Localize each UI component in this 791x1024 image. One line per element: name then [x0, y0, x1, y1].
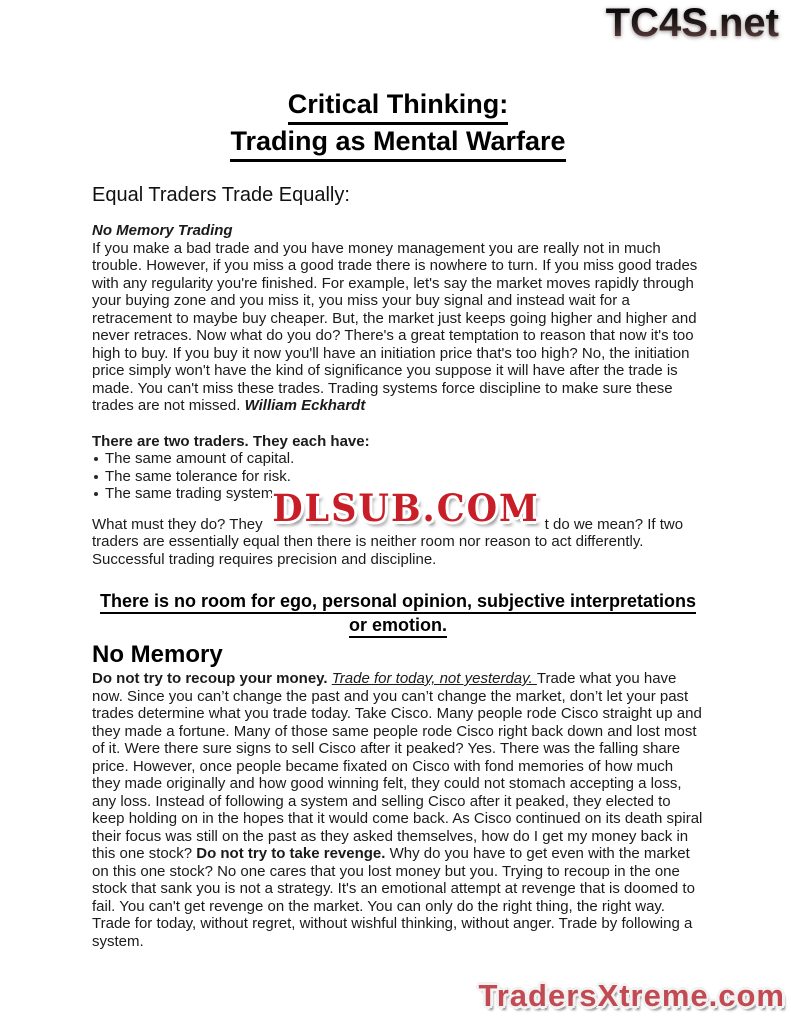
page-title-line1: Critical Thinking: [288, 88, 509, 125]
phrase-trade-for-today: Trade for today, not yesterday. [331, 670, 537, 687]
attribution-william-eckhardt: William Eckhardt [244, 397, 366, 414]
what-must-after-watermark: t do we mean? If two traders are essentially equal then there is neither room nor reason to act differently. Successful trading requires precision and discipline. [92, 515, 684, 568]
statement-line1: There is no room for ego, personal opinion, subjective interpretations [100, 590, 696, 614]
lead-in-revenge: Do not try to take revenge. [196, 845, 390, 862]
section-heading-equal-traders: Equal Traders Trade Equally: [92, 184, 350, 206]
tc4s-logo: TC4S.net [605, 1, 779, 45]
list-item: The same amount of capital. [92, 450, 704, 468]
heading-two-traders: There are two traders. They each have: [92, 432, 370, 450]
subheading-no-memory-trading: No Memory Trading [92, 222, 233, 239]
tradersxtreme-logo: TradersXtreme.com [478, 978, 785, 1013]
paragraph-recoup-body: Trade what you have now. Since you can’t change the past and you can’t change the market, don’t let your past trades determine what you trade today. Take Cisco. Many people rode Cisco straight up and they made a fortune. Many of those same people rode Cisco right back down and lost most of it. Were there sure signs to sell Cisco after it peaked? Yes. There was the falling share price. However, once people became fixated on Cisco with fond memories of how much they made originally and how good winning felt, they could not stomach accepting a loss, any loss. Instead of following a system and selling Cisco after it peaked, they elected to keep holding on in the hopes that it would come back. As Cisco continued on its death spiral their focus was still on the past as they asked themselves, how do I get my money back in this one stock? [92, 670, 703, 862]
dlsub-watermark: DLSUB.COM [272, 485, 540, 531]
heading-no-memory: No Memory [92, 641, 223, 668]
paragraph-body: If you make a bad trade and you have money management you are really not in much trouble. However, if you miss a good trade there is nowhere to turn. If you miss good trades with any regularity you're finished. For example, let's say the market moves rapidly through your buying zone and you miss it, you miss your buy signal and instead wait for a retracement to maybe buy cheaper. But, the market just keeps going higher and higher and never retraces. Now what do you do? There's a great temptation to reason that now it's too high to buy. If you buy it now you'll have an initiation price that's too high? No, the initiation price simply won't have the kind of significance you suppose it will have after the trade is made. You can't miss these trades. Trading systems force discipline to make sure these trades are not missed. [92, 239, 698, 414]
paragraph-revenge-body: Why do you have to get even with the market on this one stock? No one cares that you lost money but you. Trying to recoup in the one stock that sank you is not a strategy. It's an emotional attempt at revenge that is doomed to fail. You can't get revenge on the market. You can only do the right thing, the right way. Trade for today, without regret, without wishful thinking, without anger. Trade by following a system. [92, 845, 695, 950]
list-item: The same trading system. [92, 485, 704, 503]
statement-no-room-for-ego [92, 590, 704, 638]
lead-in-recoup: Do not try to recoup your money. [92, 670, 332, 687]
what-must-before-watermark: What must they do? They [92, 515, 263, 533]
list-item: The same tolerance for risk. [92, 468, 704, 486]
page-title-line2: Trading as Mental Warfare [230, 125, 565, 162]
paragraph-no-memory [92, 670, 704, 950]
statement-line2: or emotion. [349, 614, 447, 638]
page-title [92, 88, 704, 162]
paragraph-no-memory-trading [92, 240, 704, 415]
